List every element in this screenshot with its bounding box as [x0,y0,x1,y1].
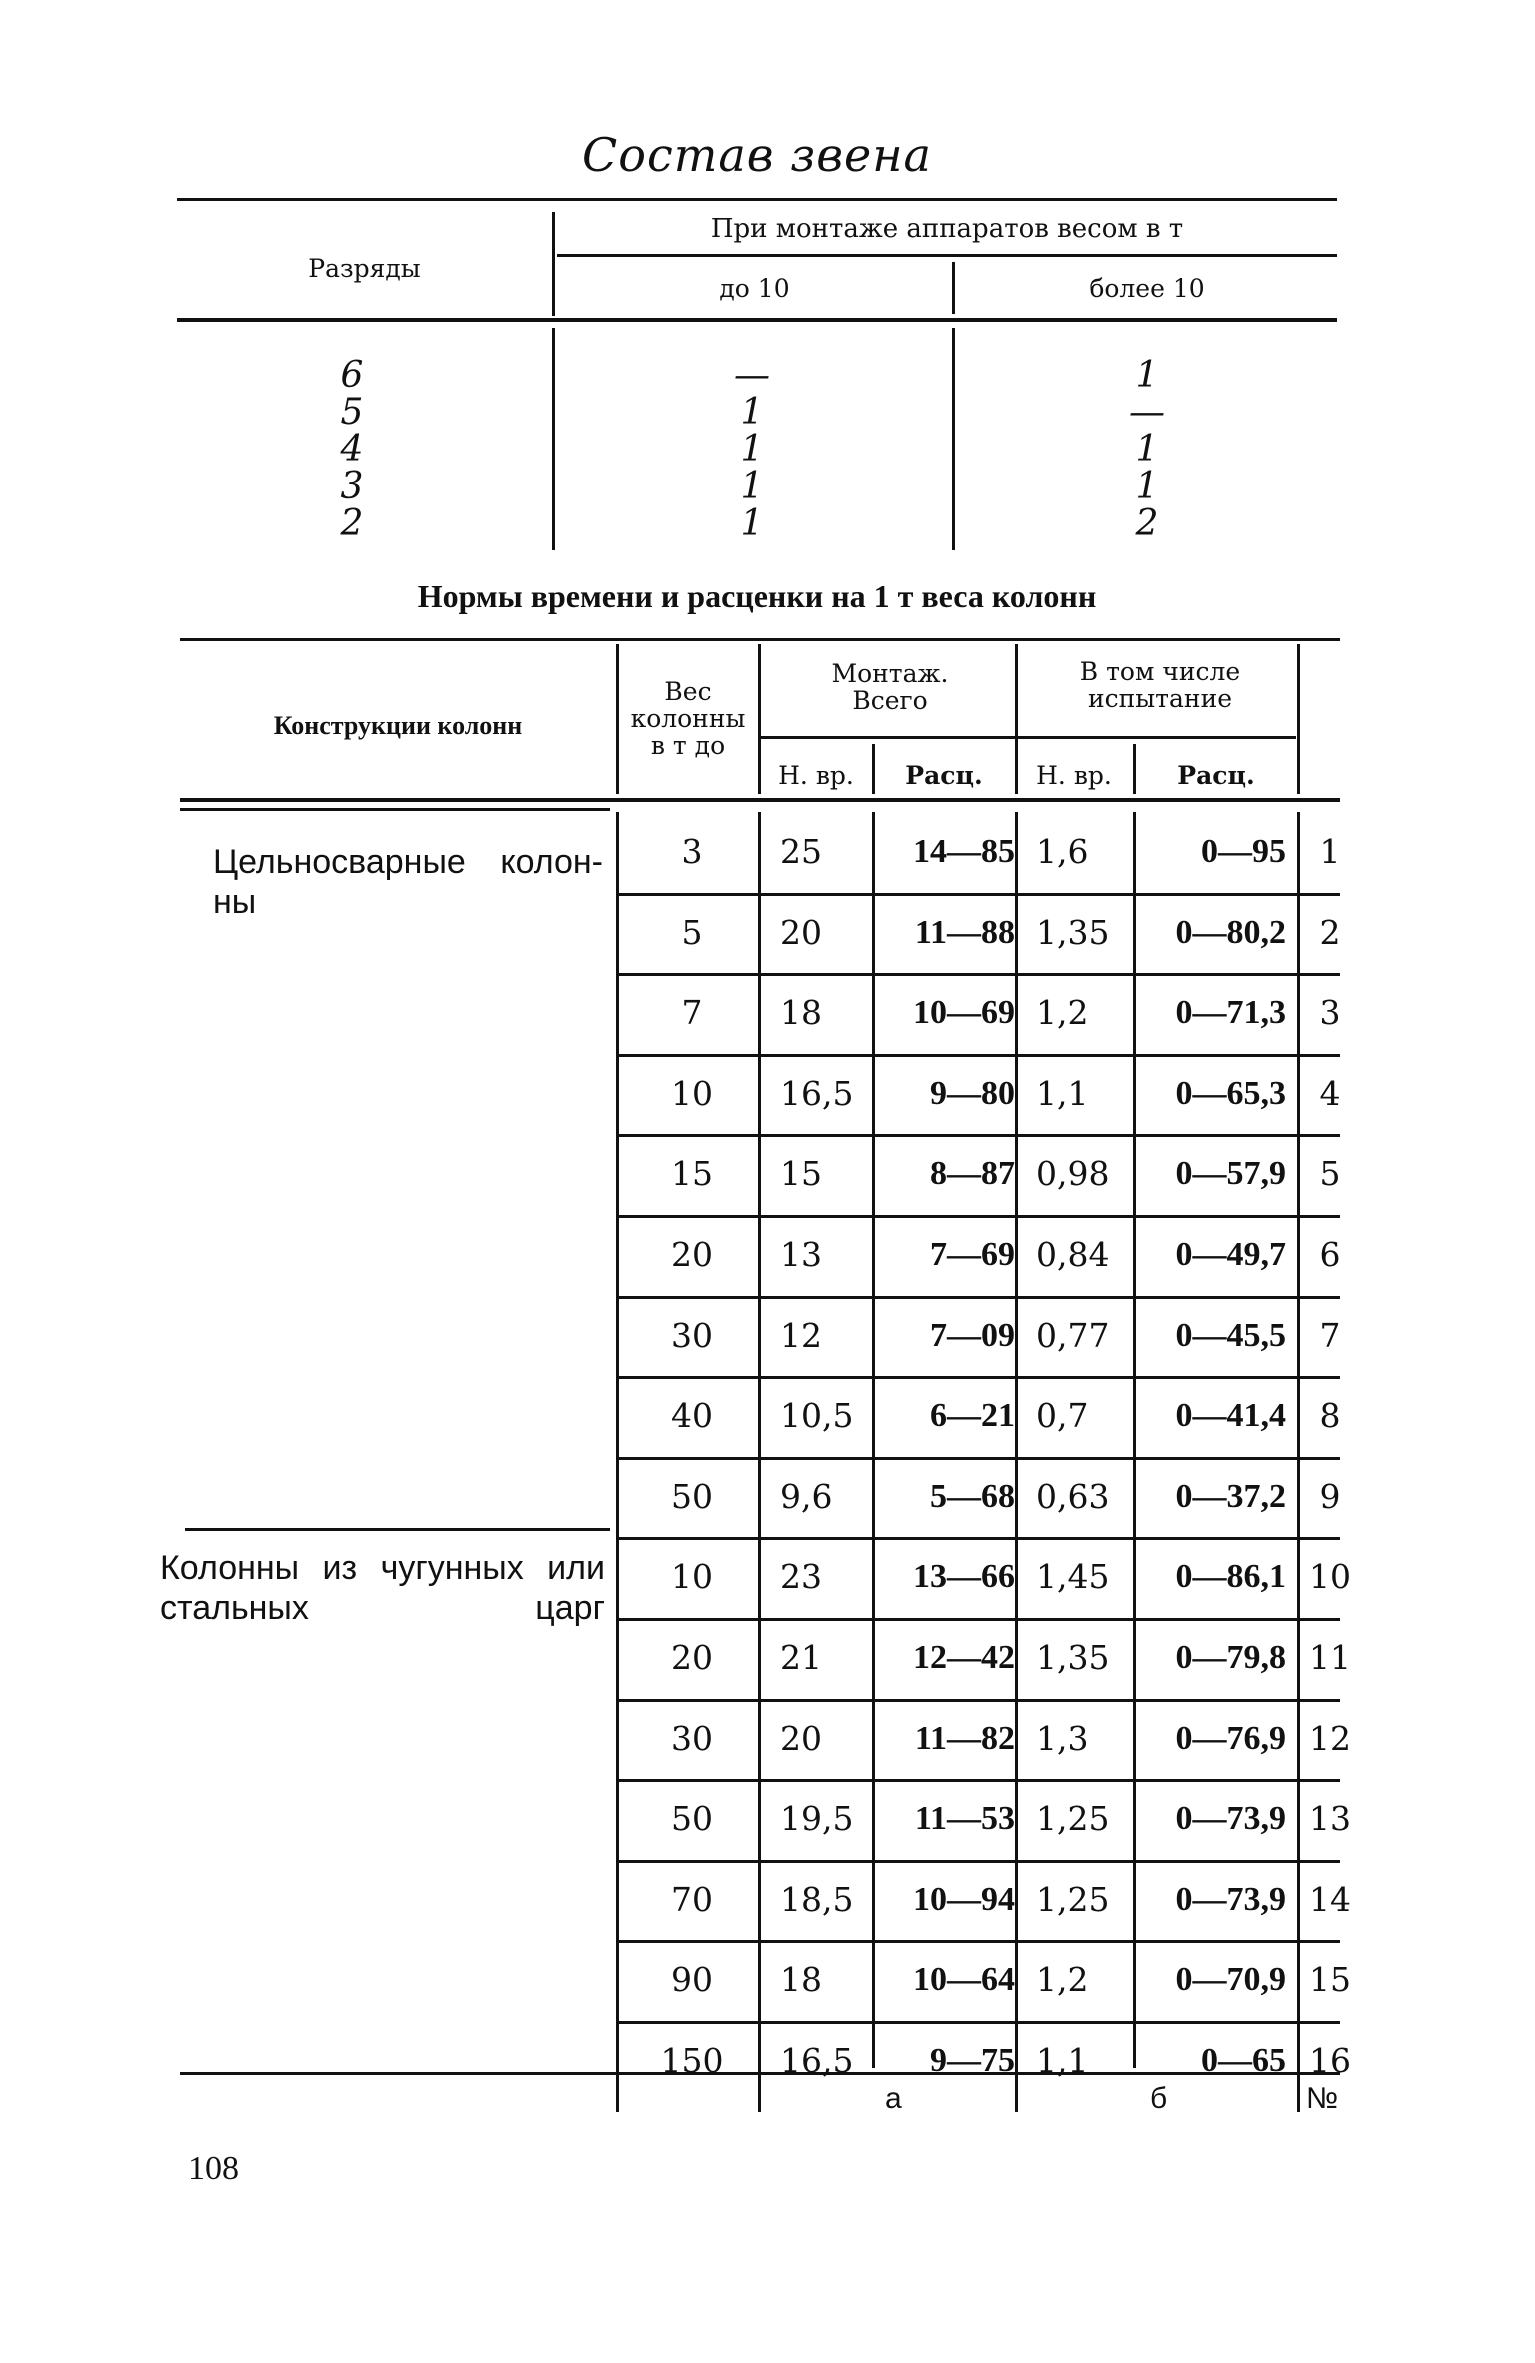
row-number-cell: 3 [1319,993,1341,1032]
test-nvr-cell: 1,1 [1036,1074,1089,1113]
row-number-cell: 5 [1319,1154,1341,1193]
header-construction: Конструкции колонн [273,711,523,740]
nvr-cell: 16,5 [780,1074,854,1113]
crew-table [177,0,1337,560]
row-number-cell: 8 [1319,1396,1341,1435]
weight-cell: 30 [671,1719,713,1758]
row-divider [616,1134,1340,1137]
row-divider [616,973,1340,976]
row-divider [616,1054,1340,1057]
weight-cell: 15 [671,1154,713,1193]
table-row [0,1134,1535,1214]
weight-cell: 20 [671,1235,713,1274]
test-nvr-cell: 1,25 [1036,1799,1110,1838]
table-row [0,1860,1535,1940]
table-row [0,1940,1535,2020]
row-number-cell: 4 [1319,1074,1341,1113]
row-number-cell: 9 [1319,1477,1341,1516]
row-number-cell: 1 [1319,832,1341,871]
row-number-cell: 2 [1319,913,1341,952]
nvr-cell: 13 [780,1235,822,1274]
header-over-10: более 10 [1089,274,1205,303]
header-nvr-test: Н. вр. [1036,761,1112,790]
up-to-cell: 1 [740,429,764,470]
nvr-cell: 19,5 [780,1799,854,1838]
rasc-cell: 8—87 [930,1155,1015,1192]
weight-cell: 10 [671,1557,713,1596]
test-rasc-cell: 0—79,8 [1175,1639,1286,1676]
row-divider [616,1457,1340,1460]
test-nvr-cell: 0,7 [1036,1396,1089,1435]
header-rank: Разряды [308,254,421,283]
header-nvr: Н. вр. [778,761,854,790]
test-nvr-cell: 1,35 [1036,1638,1110,1677]
table-row [0,1699,1535,1779]
table-row [0,1215,1535,1295]
row-divider [616,1860,1340,1863]
row-divider [616,1376,1340,1379]
test-rasc-cell: 0—49,7 [1175,1236,1286,1273]
weight-cell: 7 [681,993,703,1032]
rasc-cell: 7—09 [930,1317,1015,1354]
row-number-cell: 16 [1309,2041,1351,2080]
test-rasc-cell: 0—73,9 [1175,1881,1286,1918]
weight-cell: 10 [671,1074,713,1113]
row-divider [616,2021,1340,2024]
header-mount-total: Монтаж. Всего [831,659,949,715]
header-rasc-test: Расц. [1177,761,1255,790]
test-rasc-cell: 0—45,5 [1175,1317,1286,1354]
test-rasc-cell: 0—65 [1201,2042,1286,2079]
nvr-cell: 20 [780,1719,822,1758]
table-row [0,1376,1535,1456]
table-row [0,1054,1535,1134]
test-nvr-cell: 1,1 [1036,2041,1089,2080]
nvr-cell: 10,5 [780,1396,854,1435]
rasc-cell: 5—68 [930,1478,1015,1515]
row-number-cell: 10 [1309,1557,1351,1596]
page-number: 108 [188,2150,239,2187]
nvr-cell: 18 [780,993,822,1032]
test-nvr-cell: 0,98 [1036,1154,1110,1193]
header-weight-group: При монтаже аппаратов весом в т [710,214,1184,244]
test-nvr-cell: 1,35 [1036,913,1110,952]
test-rasc-cell: 0—41,4 [1175,1397,1286,1434]
group-label-cast: Колонны из чугунных или стальных царг [160,1549,605,1627]
rank-cell: 5 [340,392,364,433]
test-nvr-cell: 1,2 [1036,993,1089,1032]
header-up-to-10: до 10 [719,274,790,303]
test-rasc-cell: 0—65,3 [1175,1075,1286,1112]
row-number-cell: 7 [1319,1316,1341,1355]
rank-cell: 2 [340,503,364,544]
test-rasc-cell: 0—95 [1201,833,1286,870]
weight-cell: 5 [681,913,703,952]
over-cell: 1 [1135,466,1159,507]
test-nvr-cell: 1,25 [1036,1880,1110,1919]
weight-cell: 50 [671,1799,713,1838]
table-row [0,2021,1535,2101]
norms-table-title: Нормы времени и расценки на 1 т веса колонн [417,578,1097,614]
table-row [0,1537,1535,1617]
over-cell: 2 [1135,503,1159,544]
nvr-cell: 18,5 [780,1880,854,1919]
rank-cell: 6 [340,355,364,396]
table-row [0,1779,1535,1859]
weight-cell: 40 [671,1396,713,1435]
row-number-cell: 15 [1309,1960,1351,1999]
rasc-cell: 7—69 [930,1236,1015,1273]
row-divider [616,1940,1340,1943]
table-row [0,1457,1535,1537]
test-rasc-cell: 0—70,9 [1175,1961,1286,1998]
test-nvr-cell: 1,6 [1036,832,1089,871]
group-label-welded: Цельносварные колон- ны [213,843,603,921]
up-to-cell: 1 [740,503,764,544]
table-row [0,973,1535,1053]
weight-cell: 90 [671,1960,713,1999]
rasc-cell: 11—82 [914,1720,1015,1757]
table-row [0,893,1535,973]
nvr-cell: 25 [780,832,822,871]
table-row [0,1296,1535,1376]
test-rasc-cell: 0—73,9 [1175,1800,1286,1837]
test-nvr-cell: 0,84 [1036,1235,1110,1274]
nvr-cell: 23 [780,1557,822,1596]
table-row [0,812,1535,892]
up-to-cell: 1 [740,392,764,433]
rasc-cell: 10—69 [913,994,1015,1031]
rasc-cell: 10—94 [913,1881,1015,1918]
weight-cell: 50 [671,1477,713,1516]
rasc-cell: 10—64 [913,1961,1015,1998]
rasc-cell: 6—21 [930,1397,1015,1434]
row-divider [616,1215,1340,1218]
nvr-cell: 9,6 [780,1477,833,1516]
test-rasc-cell: 0—76,9 [1175,1720,1286,1757]
row-divider [616,1779,1340,1782]
row-divider [616,1618,1340,1621]
nvr-cell: 12 [780,1316,822,1355]
nvr-cell: 21 [780,1638,822,1677]
footer-a: а [885,2082,902,2115]
rasc-cell: 9—75 [930,2042,1015,2079]
test-nvr-cell: 1,2 [1036,1960,1089,1999]
test-nvr-cell: 1,45 [1036,1557,1110,1596]
rasc-cell: 11—53 [914,1800,1015,1837]
up-to-cell: 1 [740,466,764,507]
test-rasc-cell: 0—80,2 [1175,914,1286,951]
rasc-cell: 13—66 [913,1558,1015,1595]
rasc-cell: 11—88 [914,914,1015,951]
rank-cell: 3 [340,466,364,507]
row-divider [616,1699,1340,1702]
test-rasc-cell: 0—37,2 [1175,1478,1286,1515]
over-cell: 1 [1135,355,1159,396]
footer-b: б [1150,2082,1168,2115]
crew-table-title: Состав звена [582,128,932,182]
row-divider [616,1537,1340,1540]
weight-cell: 20 [671,1638,713,1677]
rasc-cell: 12—42 [913,1639,1015,1676]
header-incl-test: В том числе испытание [1079,657,1241,713]
weight-cell: 30 [671,1316,713,1355]
rasc-cell: 14—85 [913,833,1015,870]
row-divider [616,893,1340,896]
test-nvr-cell: 0,77 [1036,1316,1110,1355]
row-divider [616,1296,1340,1299]
nvr-cell: 15 [780,1154,822,1193]
over-cell: — [1129,392,1165,433]
table-row [0,1618,1535,1698]
test-rasc-cell: 0—86,1 [1175,1558,1286,1595]
header-weight: Вес колонны в т до [630,677,746,760]
nvr-cell: 20 [780,913,822,952]
test-nvr-cell: 1,3 [1036,1719,1089,1758]
row-number-cell: 12 [1309,1719,1351,1758]
footer-no: № [1306,2082,1339,2115]
test-rasc-cell: 0—57,9 [1175,1155,1286,1192]
over-cell: 1 [1135,429,1159,470]
row-number-cell: 11 [1309,1638,1351,1677]
up-to-cell: — [734,355,770,396]
weight-cell: 3 [681,832,703,871]
weight-cell: 70 [671,1880,713,1919]
test-rasc-cell: 0—71,3 [1175,994,1286,1031]
test-nvr-cell: 0,63 [1036,1477,1110,1516]
header-rasc: Расц. [905,761,983,790]
nvr-cell: 16,5 [780,2041,854,2080]
row-number-cell: 13 [1309,1799,1351,1838]
nvr-cell: 18 [780,1960,822,1999]
rasc-cell: 9—80 [930,1075,1015,1112]
weight-cell: 150 [660,2041,724,2080]
row-number-cell: 14 [1309,1880,1351,1919]
row-number-cell: 6 [1319,1235,1341,1274]
rank-cell: 4 [340,429,364,470]
